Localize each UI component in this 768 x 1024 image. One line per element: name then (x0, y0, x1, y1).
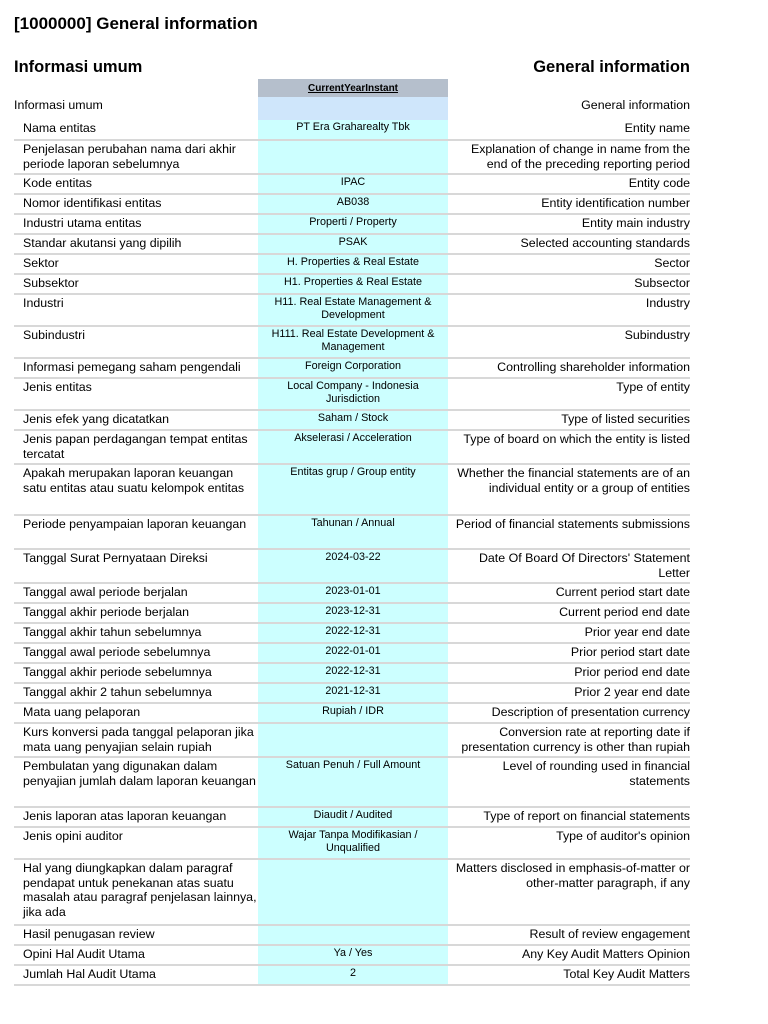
table-row (14, 464, 690, 515)
row-label-en: Current period end date (448, 603, 690, 623)
row-label-en: Sector (448, 254, 690, 274)
row-label-id: Nomor identifikasi entitas (14, 194, 258, 214)
row-label-id: Kurs konversi pada tanggal pelaporan jika mata uang penyajian selain rupiah (14, 723, 258, 757)
row-label-id: Tanggal akhir periode berjalan (14, 603, 258, 623)
table-row (14, 194, 690, 214)
row-value: Properti / Property (258, 214, 448, 234)
row-label-id: Apakah merupakan laporan keuangan satu entitas atau suatu kelompok entitas (14, 464, 258, 515)
row-label-id: Jenis papan perdagangan tempat entitas tercatat (14, 430, 258, 464)
section-title-en: General information (533, 58, 690, 76)
row-label-id: Mata uang pelaporan (14, 703, 258, 723)
table-row (14, 603, 690, 623)
row-value: AB038 (258, 194, 448, 214)
row-label-id: Subindustri (14, 326, 258, 358)
row-label-en: Industry (448, 294, 690, 326)
row-label-id: Industri (14, 294, 258, 326)
table-row (14, 430, 690, 464)
table-row (14, 583, 690, 603)
row-label-id: Informasi pemegang saham pengendali (14, 358, 258, 378)
row-value: 2024-03-22 (258, 549, 448, 583)
row-label-id: Jenis opini auditor (14, 827, 258, 859)
row-label-en: Entity code (448, 174, 690, 194)
row-label-id: Jumlah Hal Audit Utama (14, 965, 258, 985)
table-row (14, 274, 690, 294)
row-label-en: Prior 2 year end date (448, 683, 690, 703)
row-value: H111. Real Estate Development & Management (258, 326, 448, 358)
section-title-id: Informasi umum (14, 58, 143, 76)
row-label-id: Tanggal akhir 2 tahun sebelumnya (14, 683, 258, 703)
row-value (258, 859, 448, 925)
row-value: Satuan Penuh / Full Amount (258, 757, 448, 807)
table-row (14, 234, 690, 254)
table-row (14, 120, 690, 140)
row-label-en: Period of financial statements submissions (448, 515, 690, 549)
row-label-en: Explanation of change in name from the end of the preceding reporting period (448, 140, 690, 174)
row-value: 2022-12-31 (258, 663, 448, 683)
row-value: 2022-01-01 (258, 643, 448, 663)
row-label-en: Type of board on which the entity is listed (448, 430, 690, 464)
table-row (14, 723, 690, 757)
row-label-en: Whether the financial statements are of an individual entity or a group of entities (448, 464, 690, 515)
table-row (14, 663, 690, 683)
table-row (14, 378, 690, 410)
row-label-en: Current period start date (448, 583, 690, 603)
table-row (14, 326, 690, 358)
row-value: 2023-01-01 (258, 583, 448, 603)
row-value: Ya / Yes (258, 945, 448, 965)
table-row (14, 683, 690, 703)
table-row (14, 140, 690, 174)
row-label-id: Industri utama entitas (14, 214, 258, 234)
row-label-id: Opini Hal Audit Utama (14, 945, 258, 965)
row-value: Tahunan / Annual (258, 515, 448, 549)
column-header: CurrentYearInstant (258, 79, 448, 97)
row-label-en: Matters disclosed in emphasis-of-matter or other-matter paragraph, if any (448, 859, 690, 925)
row-label-id: Subsektor (14, 274, 258, 294)
table-row (14, 965, 690, 985)
table-row (14, 515, 690, 549)
table-row (14, 294, 690, 326)
row-label-id: Tanggal Surat Pernyataan Direksi (14, 549, 258, 583)
table-row (14, 827, 690, 859)
general-info-table (14, 97, 690, 986)
table-row (14, 807, 690, 827)
row-label-id: Tanggal akhir periode sebelumnya (14, 663, 258, 683)
row-label-en: Controlling shareholder information (448, 358, 690, 378)
row-value: H. Properties & Real Estate (258, 254, 448, 274)
row-label-id: Kode entitas (14, 174, 258, 194)
row-label-en: Description of presentation currency (448, 703, 690, 723)
row-value (258, 97, 448, 120)
row-label-id: Tanggal akhir tahun sebelumnya (14, 623, 258, 643)
row-label-en: Type of listed securities (448, 410, 690, 430)
row-label-en: Total Key Audit Matters (448, 965, 690, 985)
row-label-id: Periode penyampaian laporan keuangan (14, 515, 258, 549)
row-value (258, 723, 448, 757)
row-label-en: Result of review engagement (448, 925, 690, 945)
row-value: Wajar Tanpa Modifikasian / Unqualified (258, 827, 448, 859)
table-row (14, 214, 690, 234)
row-label-id: Penjelasan perubahan nama dari akhir periode laporan sebelumnya (14, 140, 258, 174)
row-value: 2 (258, 965, 448, 985)
row-label-en: Type of report on financial statements (448, 807, 690, 827)
row-label-id: Sektor (14, 254, 258, 274)
table-row (14, 410, 690, 430)
row-label-id: Jenis entitas (14, 378, 258, 410)
table-row (14, 757, 690, 807)
row-label-en: Subsector (448, 274, 690, 294)
row-label-en: Prior period end date (448, 663, 690, 683)
row-value: Rupiah / IDR (258, 703, 448, 723)
row-label-id: Hal yang diungkapkan dalam paragraf pendapat untuk penekanan atas suatu masalah atau paragraf penjelasan lainnya, jika ada (14, 859, 258, 925)
row-value: Local Company - Indonesia Jurisdiction (258, 378, 448, 410)
row-label-id: Standar akutansi yang dipilih (14, 234, 258, 254)
row-label-en: Date Of Board Of Directors' Statement Letter (448, 549, 690, 583)
row-label-en: Any Key Audit Matters Opinion (448, 945, 690, 965)
row-value (258, 140, 448, 174)
table-row (14, 174, 690, 194)
table-row (14, 945, 690, 965)
row-label-en: Type of auditor's opinion (448, 827, 690, 859)
row-label-en: General information (581, 98, 690, 112)
table-row (14, 358, 690, 378)
row-value: PT Era Graharealty Tbk (258, 120, 448, 140)
row-value: H1. Properties & Real Estate (258, 274, 448, 294)
row-value: Diaudit / Audited (258, 807, 448, 827)
page-title: [1000000] General information (14, 14, 258, 33)
row-value: 2022-12-31 (258, 623, 448, 643)
row-label-en: Level of rounding used in financial statements (448, 757, 690, 807)
row-label-en: Subindustry (448, 326, 690, 358)
row-value: IPAC (258, 174, 448, 194)
row-value (258, 925, 448, 945)
row-label-en: Prior year end date (448, 623, 690, 643)
row-label-id: Pembulatan yang digunakan dalam penyajian jumlah dalam laporan keuangan (14, 757, 258, 807)
row-label-id: Jenis efek yang dicatatkan (14, 410, 258, 430)
table-row (14, 254, 690, 274)
table-row (14, 549, 690, 583)
row-label-id: Nama entitas (14, 120, 258, 140)
row-label-en: Entity name (448, 120, 690, 140)
row-label-en: Selected accounting standards (448, 234, 690, 254)
row-value: Akselerasi / Acceleration (258, 430, 448, 464)
row-label-en: Conversion rate at reporting date if presentation currency is other than rupiah (448, 723, 690, 757)
row-label-id: Hasil penugasan review (14, 925, 258, 945)
row-value: PSAK (258, 234, 448, 254)
row-value: Foreign Corporation (258, 358, 448, 378)
row-label-en: Prior period start date (448, 643, 690, 663)
table-row (14, 925, 690, 945)
row-label-id: Jenis laporan atas laporan keuangan (14, 807, 258, 827)
row-value: H11. Real Estate Management & Development (258, 294, 448, 326)
row-value: 2021-12-31 (258, 683, 448, 703)
table-row (14, 97, 690, 120)
table-body (14, 97, 690, 985)
row-label-id: Informasi umum (14, 98, 103, 112)
row-value: Saham / Stock (258, 410, 448, 430)
row-label-en: Type of entity (448, 378, 690, 410)
table-row (14, 703, 690, 723)
row-value: Entitas grup / Group entity (258, 464, 448, 515)
row-label-en: Entity identification number (448, 194, 690, 214)
row-label-en: Entity main industry (448, 214, 690, 234)
row-label-id: Tanggal awal periode sebelumnya (14, 643, 258, 663)
table-row (14, 859, 690, 925)
row-label-id: Tanggal awal periode berjalan (14, 583, 258, 603)
table-row (14, 623, 690, 643)
table-row (14, 643, 690, 663)
row-value: 2023-12-31 (258, 603, 448, 623)
